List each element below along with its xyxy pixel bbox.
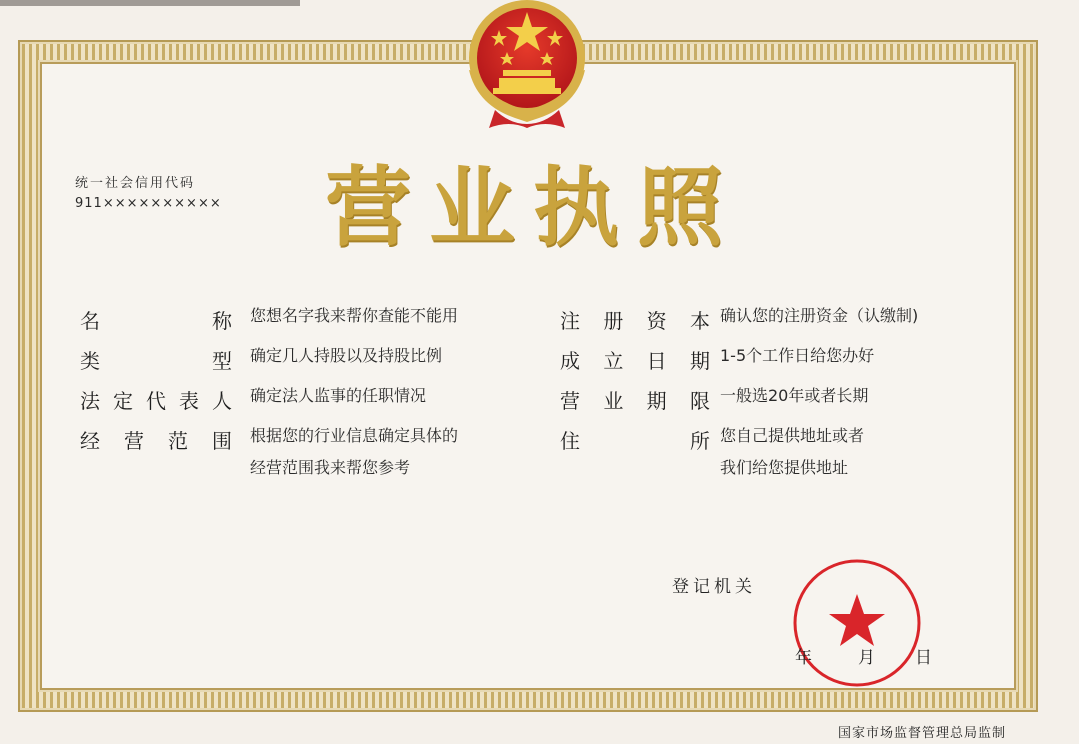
label-address: 住 所 xyxy=(560,429,710,453)
label-name: 名 称 xyxy=(80,309,232,333)
value-business-scope-line2: 经营范围我来帮您参考 xyxy=(250,458,411,477)
value-address-line1: 您自己提供地址或者 xyxy=(720,426,865,445)
credit-code-value: 911×××××××××× xyxy=(75,196,222,211)
date-month-label: 月 xyxy=(858,648,875,668)
value-registered-capital: 确认您的注册资金（认缴制) xyxy=(720,306,919,325)
official-seal-icon xyxy=(790,556,925,691)
value-business-term: 一般选20年或者长期 xyxy=(720,386,869,405)
value-type: 确定几人持股以及持股比例 xyxy=(250,346,443,365)
date-day-label: 日 xyxy=(915,648,932,668)
value-address-line2: 我们给您提供地址 xyxy=(720,458,849,477)
label-type: 类 型 xyxy=(80,349,232,373)
value-name: 您想名字我来帮你查能不能用 xyxy=(250,306,459,325)
value-establishment-date: 1-5个工作日给您办好 xyxy=(720,346,875,365)
issuer-footer: 国家市场监督管理总局监制 xyxy=(838,726,1007,741)
label-establishment-date: 成 立 日 期 xyxy=(560,349,710,373)
national-emblem-icon xyxy=(455,0,600,132)
date-year-label: 年 xyxy=(795,648,812,668)
value-business-scope-line1: 根据您的行业信息确定具体的 xyxy=(250,426,459,445)
label-business-scope: 经 营 范 围 xyxy=(80,429,232,453)
value-legal-representative: 确定法人监事的任职情况 xyxy=(250,386,427,405)
credit-code-label: 统一社会信用代码 xyxy=(75,176,196,191)
registration-authority-label: 登记机关 xyxy=(672,577,756,597)
label-registered-capital: 注 册 资 本 xyxy=(560,309,710,333)
page-title: 营业执照 xyxy=(325,157,741,258)
label-business-term: 营 业 期 限 xyxy=(560,389,710,413)
cropped-text-strip xyxy=(0,0,300,6)
label-legal-representative: 法 定 代 表 人 xyxy=(80,389,232,413)
